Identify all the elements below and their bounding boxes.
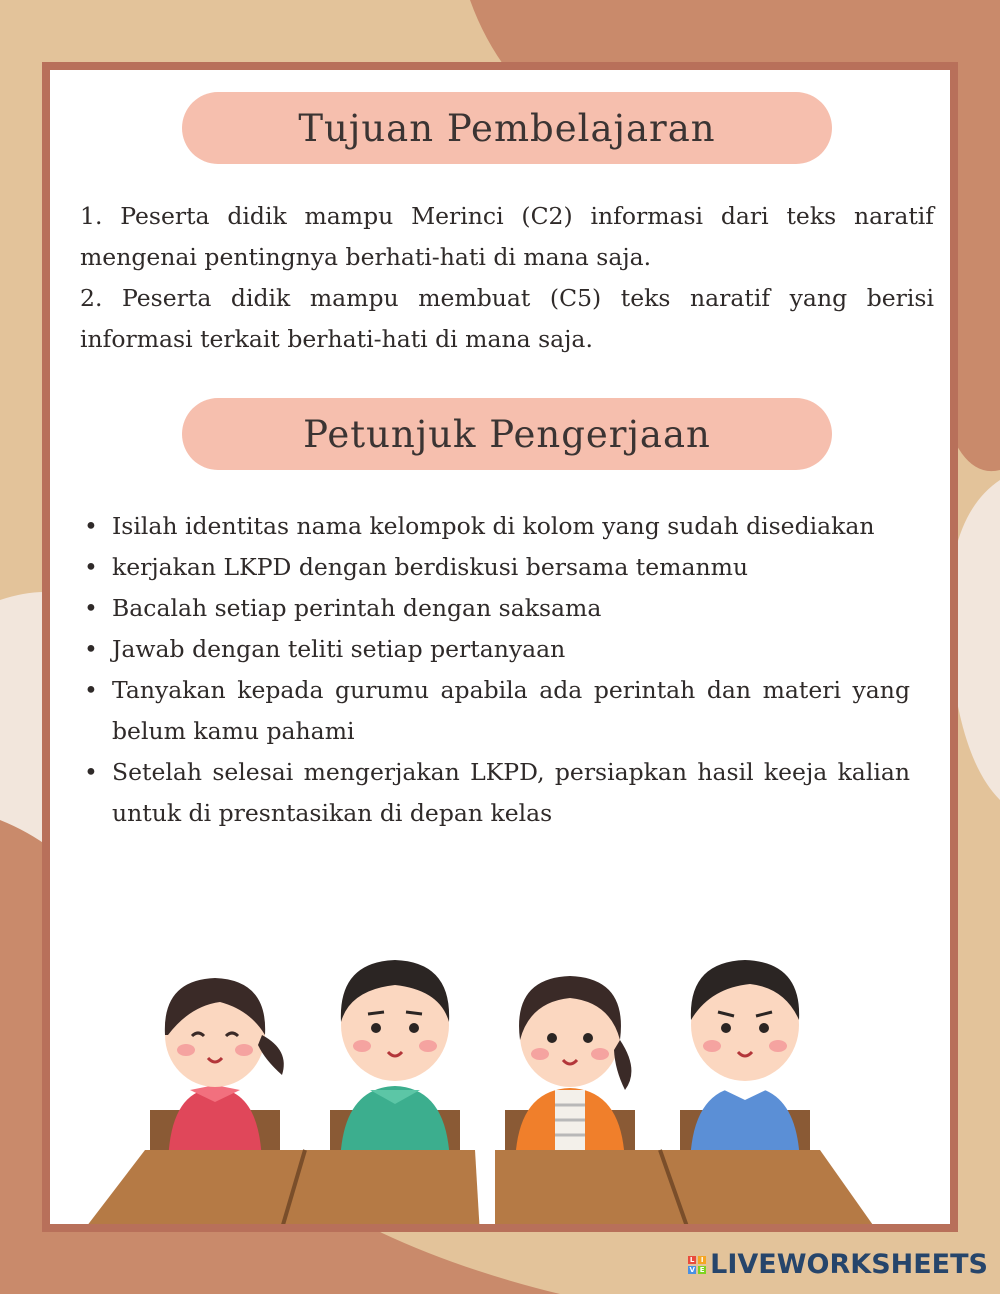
- objective-item-1: 1. Peserta didik mampu Merinci (C2) informasi dari teks naratif mengenai pentingnya berhati-hati di mana saja.: [80, 202, 934, 271]
- worksheet-card: [42, 62, 958, 1232]
- objectives-list: [80, 196, 934, 360]
- objective-item-2: 2. Peserta didik mampu membuat (C5) teks naratif yang berisi informasi terkait berhati-hati di mana saja.: [80, 284, 934, 353]
- instructions-list: [80, 506, 910, 834]
- instruction-item-6: • Setelah selesai mengerjakan LKPD, persiapkan hasil keeja kalian untuk di presntasikan di depan kelas: [80, 752, 910, 834]
- logo-mark-icon: L I V E: [689, 1255, 705, 1274]
- desk-left: [80, 1150, 480, 1230]
- instructions-title: Petunjuk Pengerjaan: [303, 412, 711, 456]
- logo-text: LIVEWORKSHEETS: [710, 1249, 988, 1280]
- instruction-item-5: • Tanyakan kepada gurumu apabila ada perintah dan materi yang belum kamu pahami: [80, 670, 910, 752]
- instruction-item-4: • Jawab dengan teliti setiap pertanyaan: [80, 629, 910, 670]
- instruction-item-2: • kerjakan LKPD dengan berdiskusi bersama temanmu: [80, 547, 910, 588]
- instructions-title-pill: [182, 398, 832, 470]
- student-4: [690, 960, 800, 1170]
- desk-right: [495, 1150, 880, 1230]
- student-3: [515, 976, 631, 1170]
- objectives-title: Tujuan Pembelajaran: [298, 106, 716, 150]
- liveworksheets-logo[interactable]: [688, 1249, 988, 1280]
- students-at-desks-illustration: [50, 940, 950, 1230]
- objectives-title-pill: [182, 92, 832, 164]
- instruction-item-3: • Bacalah setiap perintah dengan saksama: [80, 588, 910, 629]
- instruction-item-1: • Isilah identitas nama kelompok di kolom yang sudah disediakan: [80, 506, 910, 547]
- student-2: [340, 960, 450, 1170]
